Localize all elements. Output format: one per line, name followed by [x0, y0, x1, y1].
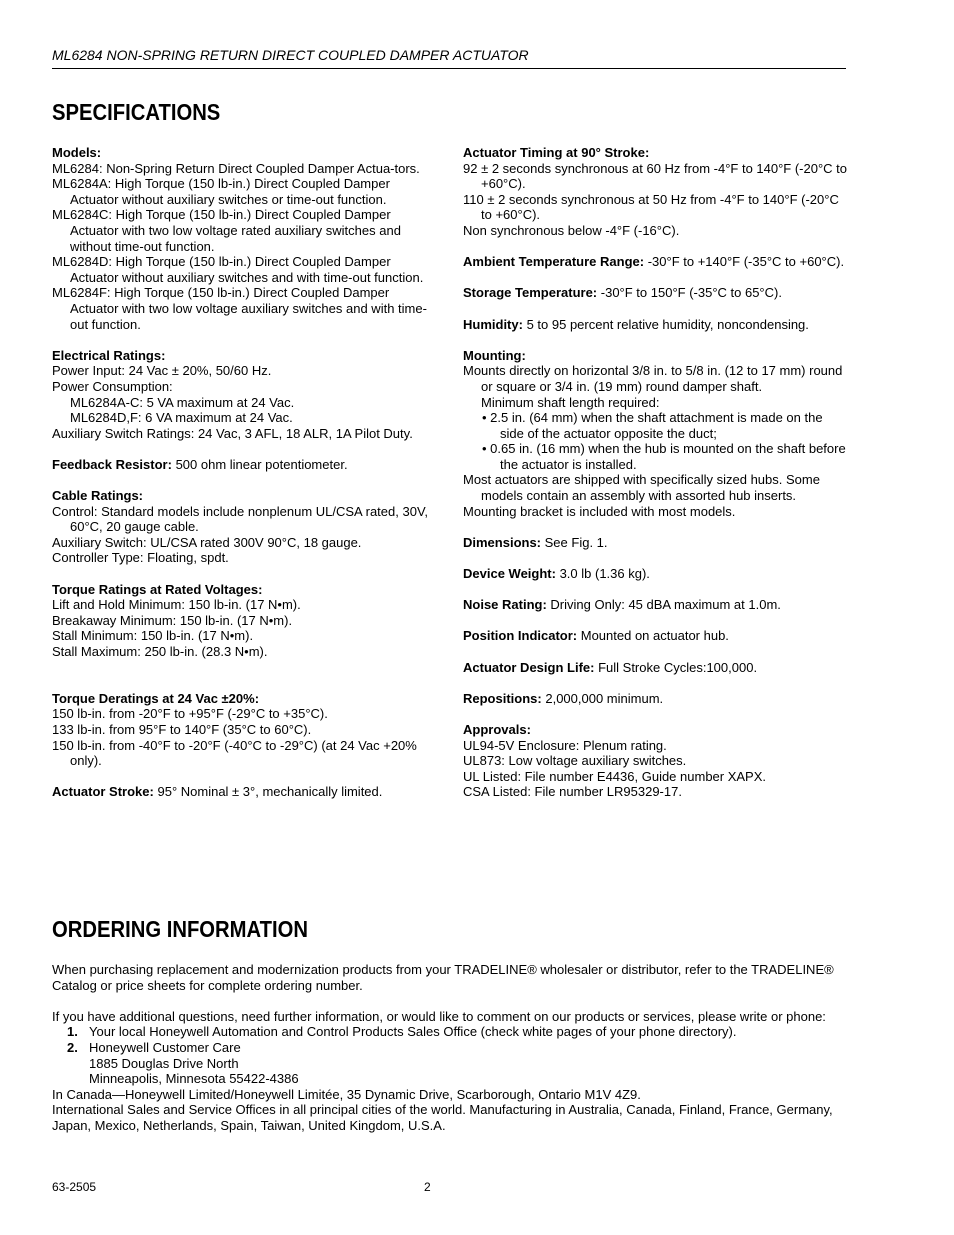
model-item: ML6284A: High Torque (150 lb-in.) Direct Coupled Damper Actuator without auxiliary switches or time-out function.	[52, 176, 390, 207]
noise-label: Noise Rating:	[463, 597, 547, 613]
feedback-label: Feedback Resistor:	[52, 456, 172, 472]
mounting-bracket: Mounting bracket is included with most models.	[463, 503, 736, 519]
contact-number: 2.	[67, 1039, 78, 1055]
weight-section	[463, 566, 848, 582]
noise-value: Driving Only: 45 dBA maximum at 1.0m.	[550, 597, 781, 613]
stroke-value: 95° Nominal ± 3°, mechanically limited.	[157, 784, 383, 800]
electrical-section	[52, 348, 432, 442]
mounting-intro: Mounts directly on horizontal 3/8 in. to 5/8 in. (12 to 17 mm) round or square or 3/4 in. (19 mm) round damper shaft.	[463, 363, 843, 394]
ordering-heading: ORDERING INFORMATION	[52, 916, 308, 942]
stroke-label: Actuator Stroke:	[52, 784, 154, 800]
storage-label: Storage Temperature:	[463, 285, 598, 301]
weight-value: 3.0 lb (1.36 kg).	[559, 566, 650, 582]
repositions-section	[463, 691, 848, 707]
position-section	[463, 628, 848, 644]
document-number: 63-2505	[52, 1180, 97, 1194]
deratings-section	[52, 691, 432, 769]
humidity-label: Humidity:	[463, 316, 523, 332]
dimensions-value: See Fig. 1.	[544, 534, 608, 550]
ordering-paragraph: If you have additional questions, need further information, or would like to comment on our products or services, please write or phone:	[52, 1008, 826, 1024]
page-number: 2	[424, 1180, 431, 1194]
timing-label: Actuator Timing at 90° Stroke:	[463, 145, 650, 160]
model-item: ML6284D: High Torque (150 lb-in.) Direct Coupled Damper Actuator without auxiliary switches and with time-out function.	[52, 254, 424, 285]
timing-item: 110 ± 2 seconds synchronous at 50 Hz from -4°F to 140°F (-20°C to +60°C).	[463, 191, 839, 223]
mounting-hubs: Most actuators are shipped with specifically sized hubs. Some models contain an assembly with assorted hub inserts.	[463, 472, 820, 504]
derating-item: 150 lb-in. from -40°F to -20°F (-40°C to -29°C) (at 24 Vac +20% only).	[52, 737, 417, 769]
approval-item: UL94-5V Enclosure: Plenum rating.	[463, 737, 667, 753]
position-label: Position Indicator:	[463, 628, 578, 644]
torque-label: Torque Ratings at Rated Voltages:	[52, 581, 263, 597]
mounting-label: Mounting:	[463, 347, 526, 363]
timing-item: Non synchronous below -4°F (-16°C).	[463, 222, 680, 238]
canada-info: In Canada—Honeywell Limited/Honeywell Limitée, 35 Dynamic Drive, Scarborough, Ontario M1V 4Z9.	[52, 1086, 641, 1102]
power-consumption: Power Consumption:	[52, 378, 173, 394]
address-line: 1885 Douglas Drive North	[89, 1055, 239, 1071]
approvals-label: Approvals:	[463, 721, 531, 737]
derating-item: 133 lb-in. from 95°F to 140°F (35°C to 60°C).	[52, 721, 312, 737]
contact-item	[52, 1040, 852, 1087]
humidity-section	[463, 317, 848, 333]
approval-item: UL Listed: File number E4436, Guide number XAPX.	[463, 768, 767, 784]
mounting-min: Minimum shaft length required:	[481, 394, 660, 410]
mounting-section	[463, 348, 848, 520]
specifications-left-column	[52, 145, 432, 816]
contact-item	[52, 1024, 852, 1040]
ordering-paragraph: When purchasing replacement and modernization products from your TRADELINE® wholesaler or distributor, refer to the TRADELINE® Catalog or price sheets for complete ordering number.	[52, 962, 834, 993]
noise-section	[463, 597, 848, 613]
aux-switch-ratings: Auxiliary Switch Ratings: 24 Vac, 3 AFL, 18 ALR, 1A Pilot Duty.	[52, 425, 413, 441]
international-info: International Sales and Service Offices in all principal cities of the world. Manufacturing in Australia, Canada, Finland, France, Germany, Japan, Mexico, Netherlands, Spain, Taiwan, United Kingdom, U.S.A.	[52, 1102, 833, 1133]
feedback-section	[52, 457, 432, 473]
power-consumption-item: ML6284A-C: 5 VA maximum at 24 Vac.	[70, 394, 295, 410]
deratings-label: Torque Deratings at 24 Vac ±20%:	[52, 690, 260, 706]
specifications-heading: SPECIFICATIONS	[52, 99, 221, 125]
torque-item: Stall Maximum: 250 lb-in. (28.3 N•m).	[52, 644, 268, 659]
models-section	[52, 145, 432, 332]
dimensions-section	[463, 535, 848, 551]
running-header: ML6284 NON-SPRING RETURN DIRECT COUPLED DAMPER ACTUATOR	[52, 47, 846, 69]
models-label: Models:	[52, 145, 102, 160]
approval-item: CSA Listed: File number LR95329-17.	[463, 784, 682, 800]
cable-item: Auxiliary Switch: UL/CSA rated 300V 90°C, 18 gauge.	[52, 534, 362, 550]
stroke-section	[52, 784, 432, 800]
approval-item: UL873: Low voltage auxiliary switches.	[463, 753, 687, 769]
torque-section	[52, 582, 432, 660]
cable-item: Controller Type: Floating, spdt.	[52, 550, 229, 566]
mounting-bullet: • 0.65 in. (16 mm) when the hub is mounted on the shaft before the actuator is installed.	[482, 441, 846, 472]
ambient-label: Ambient Temperature Range:	[463, 254, 645, 270]
humidity-value: 5 to 95 percent relative humidity, noncondensing.	[526, 316, 809, 332]
contact-number: 1.	[67, 1024, 78, 1040]
ambient-value: -30°F to +140°F (-35°C to +60°C).	[647, 254, 845, 270]
ordering-body	[52, 962, 852, 1134]
position-value: Mounted on actuator hub.	[580, 628, 729, 644]
design-life-label: Actuator Design Life:	[463, 659, 595, 675]
model-item: ML6284F: High Torque (150 lb-in.) Direct Coupled Damper Actuator with two low voltage auxiliary switches and with time-out function.	[52, 285, 427, 332]
ambient-section	[463, 254, 848, 270]
cable-label: Cable Ratings:	[52, 488, 144, 504]
cable-section	[52, 488, 432, 566]
approvals-section	[463, 722, 848, 800]
contact-text: Your local Honeywell Automation and Control Products Sales Office (check white pages of your phone directory).	[89, 1024, 737, 1040]
design-life-section	[463, 660, 848, 676]
model-item: ML6284C: High Torque (150 lb-in.) Direct Coupled Damper Actuator with two low voltage rated auxiliary switches and without time-out function.	[52, 207, 401, 254]
storage-section	[463, 285, 848, 301]
design-life-value: Full Stroke Cycles:100,000.	[598, 659, 758, 675]
torque-item: Lift and Hold Minimum: 150 lb-in. (17 N•m).	[52, 597, 301, 613]
specifications-right-column	[463, 145, 848, 816]
repositions-value: 2,000,000 minimum.	[545, 690, 664, 706]
address-line: Honeywell Customer Care	[89, 1039, 241, 1055]
mounting-bullet: • 2.5 in. (64 mm) when the shaft attachment is made on the side of the actuator opposite the duct;	[482, 410, 823, 441]
power-input: Power Input: 24 Vac ± 20%, 50/60 Hz.	[52, 363, 272, 379]
cable-item: Control: Standard models include nonplenum UL/CSA rated, 30V, 60°C, 20 gauge cable.	[52, 503, 429, 535]
storage-value: -30°F to 150°F (-35°C to 65°C).	[600, 285, 782, 301]
feedback-value: 500 ohm linear potentiometer.	[175, 456, 348, 472]
repositions-label: Repositions:	[463, 690, 542, 706]
electrical-label: Electrical Ratings:	[52, 347, 166, 363]
derating-item: 150 lb-in. from -20°F to +95°F (-29°C to +35°C).	[52, 706, 328, 722]
model-item: ML6284: Non-Spring Return Direct Coupled Damper Actua-tors.	[52, 160, 420, 176]
address-line: Minneapolis, Minnesota 55422-4386	[89, 1071, 299, 1087]
dimensions-label: Dimensions:	[463, 534, 542, 550]
timing-item: 92 ± 2 seconds synchronous at 60 Hz from -4°F to 140°F (-20°C to +60°C).	[463, 160, 848, 192]
weight-label: Device Weight:	[463, 566, 556, 582]
torque-item: Breakaway Minimum: 150 lb-in. (17 N•m).	[52, 612, 293, 628]
torque-item: Stall Minimum: 150 lb-in. (17 N•m).	[52, 628, 254, 644]
timing-section	[463, 145, 848, 239]
power-consumption-item: ML6284D,F: 6 VA maximum at 24 Vac.	[70, 410, 293, 426]
